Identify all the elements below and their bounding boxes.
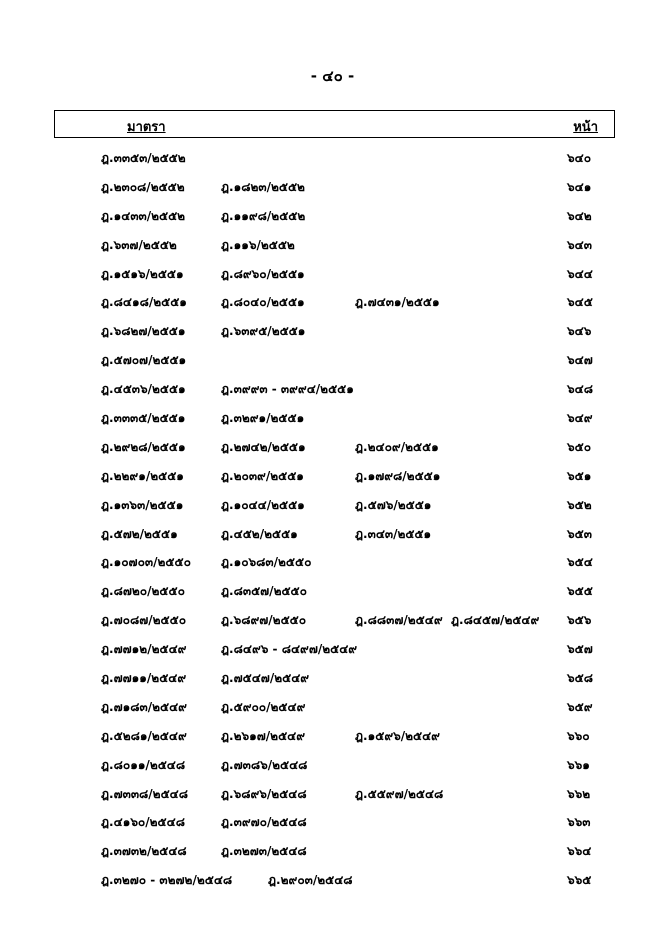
case-reference: ฎ.๘๔๕๗/๒๕๔๙ — [451, 613, 540, 628]
index-row — [0, 864, 665, 893]
header-section-label: มาตรา — [127, 120, 166, 135]
page-reference: ๖๖๓ — [567, 815, 591, 830]
page-reference: ๖๖๕ — [567, 873, 592, 888]
page-reference: ๖๔๖ — [567, 324, 592, 339]
index-row — [0, 749, 665, 778]
case-reference: ฎ.๒๒๙๑/๒๕๕๑ — [101, 468, 184, 483]
page-reference: ๖๔๑ — [567, 179, 592, 194]
page-reference: ๖๕๘ — [567, 671, 593, 686]
case-reference: ฎ.๕๒๘๑/๒๕๔๙ — [101, 728, 187, 743]
index-row — [0, 575, 665, 604]
page-reference: ๖๖๐ — [567, 728, 590, 743]
page-reference: ๖๔๕ — [567, 295, 593, 310]
case-reference: ฎ.๖๓๙๕/๒๕๕๑ — [221, 324, 306, 339]
case-reference: ฎ.๘๐๑๑/๒๕๔๘ — [101, 757, 186, 772]
index-row — [0, 286, 665, 315]
index-row — [0, 171, 665, 200]
case-reference: ฎ.๒๔๐๙/๒๕๕๑ — [355, 439, 439, 454]
case-reference: ฎ.๑๕๙๖/๒๕๔๙ — [355, 728, 440, 743]
index-row — [0, 691, 665, 720]
case-reference: ฎ.๒๐๓๙/๒๕๕๑ — [221, 468, 304, 483]
case-reference: ฎ.๑๘๒๓/๒๕๕๒ — [221, 179, 305, 194]
index-row — [0, 546, 665, 575]
page-reference: ๖๕๓ — [567, 526, 592, 541]
case-reference: ฎ.๔๕๒/๒๕๕๑ — [221, 526, 298, 541]
case-reference: ฎ.๑๐๗๐๓/๒๕๕๐ — [101, 555, 191, 570]
index-row — [0, 518, 665, 547]
page-reference: ๖๕๐ — [567, 439, 592, 454]
index-row — [0, 604, 665, 633]
case-reference: ฎ.๓๙๗๐/๒๕๔๘ — [221, 815, 307, 830]
case-reference: ฎ.๑๕๑๖/๒๕๕๑ — [101, 266, 184, 281]
index-row — [0, 720, 665, 749]
case-reference: ฎ.๘๗๒๐/๒๕๕๐ — [101, 584, 185, 599]
index-row — [0, 258, 665, 287]
case-reference: ฎ.๕๗๒/๒๕๕๑ — [101, 526, 178, 541]
header-page-label: หน้า — [573, 120, 598, 135]
index-row — [0, 778, 665, 807]
case-reference: ฎ.๕๗๐๗/๒๕๕๑ — [101, 353, 187, 368]
page-reference: ๖๕๒ — [567, 497, 592, 512]
case-reference: ฎ.๑๗๙๘/๒๕๕๑ — [355, 468, 441, 483]
case-reference: ฎ.๕๙๐๐/๒๕๔๙ — [221, 699, 306, 714]
case-reference: ฎ.๘๔๙๖ - ๘๔๙๗/๒๕๔๙ — [221, 642, 358, 657]
case-reference: ฎ.๗๓๘๖/๒๕๔๘ — [221, 757, 308, 772]
page-reference: ๖๖๑ — [567, 757, 590, 772]
case-reference: ฎ.๗๗๑๒/๒๕๔๙ — [101, 642, 187, 657]
case-reference: ฎ.๓๓๕๓/๒๕๕๒ — [101, 151, 186, 165]
page-reference: ๖๔๔ — [567, 266, 593, 281]
case-reference: ฎ.๗๗๑๑/๒๕๔๙ — [101, 671, 187, 686]
index-row — [0, 489, 665, 518]
index-row — [0, 200, 665, 229]
case-reference: ฎ.๓๓๓๕/๒๕๕๑ — [101, 411, 186, 426]
page-reference: ๖๖๒ — [567, 786, 591, 801]
page-reference: ๖๔๗ — [567, 353, 593, 368]
page-reference: ๖๔๒ — [567, 208, 592, 223]
case-reference: ฎ.๑๐๖๘๓/๒๕๕๐ — [221, 555, 312, 570]
case-reference: ฎ.๘๓๕๗/๒๕๕๐ — [221, 584, 307, 599]
case-reference: ฎ.๗๕๔๗/๒๕๔๙ — [221, 671, 310, 686]
case-reference: ฎ.๖๘๙๖/๒๕๔๘ — [221, 786, 307, 801]
index-row — [0, 431, 665, 460]
case-reference: ฎ.๓๗๓๒/๒๕๔๘ — [101, 844, 187, 859]
case-reference: ฎ.๖๓๗/๒๕๕๒ — [101, 237, 177, 252]
page-reference: ๖๕๙ — [567, 699, 593, 714]
case-reference: ฎ.๑๓๖๓/๒๕๕๑ — [101, 497, 184, 512]
index-row — [0, 373, 665, 402]
case-reference: ฎ.๓๒๙๑/๒๕๕๑ — [221, 411, 305, 426]
page-reference: ๖๕๗ — [567, 642, 593, 657]
page-reference: ๖๕๖ — [567, 613, 592, 628]
case-reference: ฎ.๒๙๒๘/๒๕๕๑ — [101, 439, 186, 454]
case-reference: ฎ.๒๓๐๘/๒๕๕๒ — [101, 179, 185, 194]
index-row — [0, 402, 665, 431]
case-reference: ฎ.๔๑๖๐/๒๕๔๘ — [101, 815, 185, 830]
index-row — [0, 835, 665, 864]
case-reference: ฎ.๗๐๘๗/๒๕๕๐ — [101, 613, 187, 628]
page-reference: ๖๕๕ — [567, 584, 593, 599]
case-reference: ฎ.๑๔๓๓/๒๕๕๒ — [101, 208, 186, 223]
page-reference: ๖๖๔ — [567, 844, 592, 859]
case-reference: ฎ.๗๔๓๑/๒๕๕๑ — [355, 295, 440, 310]
page-reference: ๖๔๓ — [567, 237, 592, 252]
case-reference: ฎ.๔๕๓๖/๒๕๕๑ — [101, 382, 186, 397]
case-reference: ฎ.๓๒๗๐ - ๓๒๗๒/๒๕๔๘ — [101, 873, 233, 888]
case-reference: ฎ.๘๙๖๐/๒๕๕๑ — [221, 266, 305, 281]
page-reference: ๖๔๐ — [567, 151, 592, 165]
case-reference: ฎ.๖๘๒๗/๒๕๕๑ — [101, 324, 186, 339]
case-reference: ฎ.๓๔๓/๒๕๕๑ — [355, 526, 432, 541]
index-row — [0, 315, 665, 344]
case-reference: ฎ.๑๑๖/๒๕๕๒ — [221, 237, 295, 252]
case-reference: ฎ.๓๒๗๓/๒๕๔๘ — [221, 844, 307, 859]
page-reference: ๖๕๑ — [567, 468, 592, 483]
case-reference: ฎ.๘๐๔๐/๒๕๕๑ — [221, 295, 305, 310]
case-reference: ฎ.๑๐๔๔/๒๕๕๑ — [221, 497, 305, 512]
page-number: - ๔๐ - — [310, 67, 355, 85]
index-list — [0, 142, 665, 893]
case-reference: ฎ.๖๘๙๗/๒๕๕๐ — [221, 613, 307, 628]
index-header — [54, 110, 615, 138]
page-reference: ๖๔๘ — [567, 382, 593, 397]
case-reference: ฎ.๕๗๖/๒๕๕๑ — [355, 497, 432, 512]
case-reference: ฎ.๗๓๓๘/๒๕๔๘ — [101, 786, 189, 801]
case-reference: ฎ.๒๗๔๒/๒๕๕๑ — [221, 439, 306, 454]
case-reference: ฎ.๗๑๘๓/๒๕๔๙ — [101, 699, 187, 714]
page-reference: ๖๔๙ — [567, 411, 593, 426]
case-reference: ฎ.๒๖๑๗/๒๕๔๙ — [221, 728, 306, 743]
index-row — [0, 229, 665, 258]
case-reference: ฎ.๒๙๐๓/๒๕๔๘ — [268, 873, 353, 888]
index-row — [0, 633, 665, 662]
case-reference: ฎ.๘๘๓๗/๒๕๔๙ — [355, 613, 443, 628]
case-reference: ฎ.๓๙๙๓ - ๓๙๙๔/๒๕๕๑ — [221, 382, 354, 397]
index-row — [0, 662, 665, 691]
index-row — [0, 344, 665, 373]
case-reference: ฎ.๘๔๑๘/๒๕๕๑ — [101, 295, 187, 310]
case-reference: ฎ.๑๑๙๘/๒๕๕๒ — [221, 208, 306, 223]
index-row — [0, 806, 665, 835]
page-reference: ๖๕๔ — [567, 555, 593, 570]
case-reference: ฎ.๕๕๙๗/๒๕๔๘ — [355, 786, 444, 801]
index-row — [0, 460, 665, 489]
index-row — [0, 142, 665, 171]
